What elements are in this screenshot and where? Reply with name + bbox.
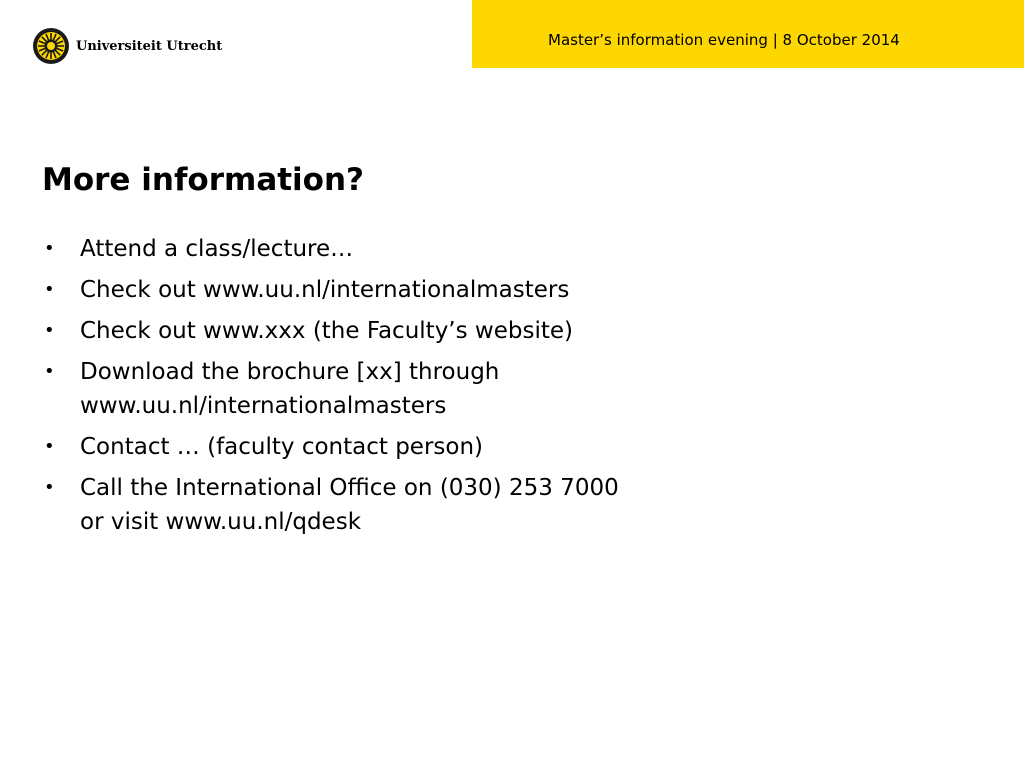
bullet-marker: • [44,436,55,457]
bullet-text: Check out www.xxx (the Faculty’s website) [80,318,573,344]
bullet-text: Check out www.uu.nl/internationalmasters [80,277,570,303]
slide-title: More information? [42,162,365,198]
bullet-text-continued: or visit www.uu.nl/qdesk [80,509,362,535]
event-caption: Master’s information evening | 8 October 2014 [548,31,900,49]
bullet-marker: • [44,279,55,300]
bullet-item [42,355,942,423]
bullet-marker: • [44,361,55,382]
sun-emblem-icon [32,27,70,65]
bullet-marker: • [44,320,55,341]
bullet-item [42,273,942,307]
bullet-marker: • [44,477,55,498]
bullet-text: Contact … (faculty contact person) [80,434,484,460]
bullet-marker: • [44,238,55,259]
bullet-text: Attend a class/lecture… [80,236,354,262]
bullet-text: Call the International Office on (030) 253 7000 [80,475,619,501]
bullet-item [42,232,942,266]
bullet-item [42,471,942,539]
university-name: Universiteit Utrecht [76,38,223,54]
university-logo [32,27,222,65]
bullet-item [42,314,942,348]
bullet-text-continued: www.uu.nl/internationalmasters [80,393,447,419]
bullet-item [42,430,942,464]
bullet-list [42,232,942,546]
bullet-text: Download the brochure [xx] through [80,359,500,385]
